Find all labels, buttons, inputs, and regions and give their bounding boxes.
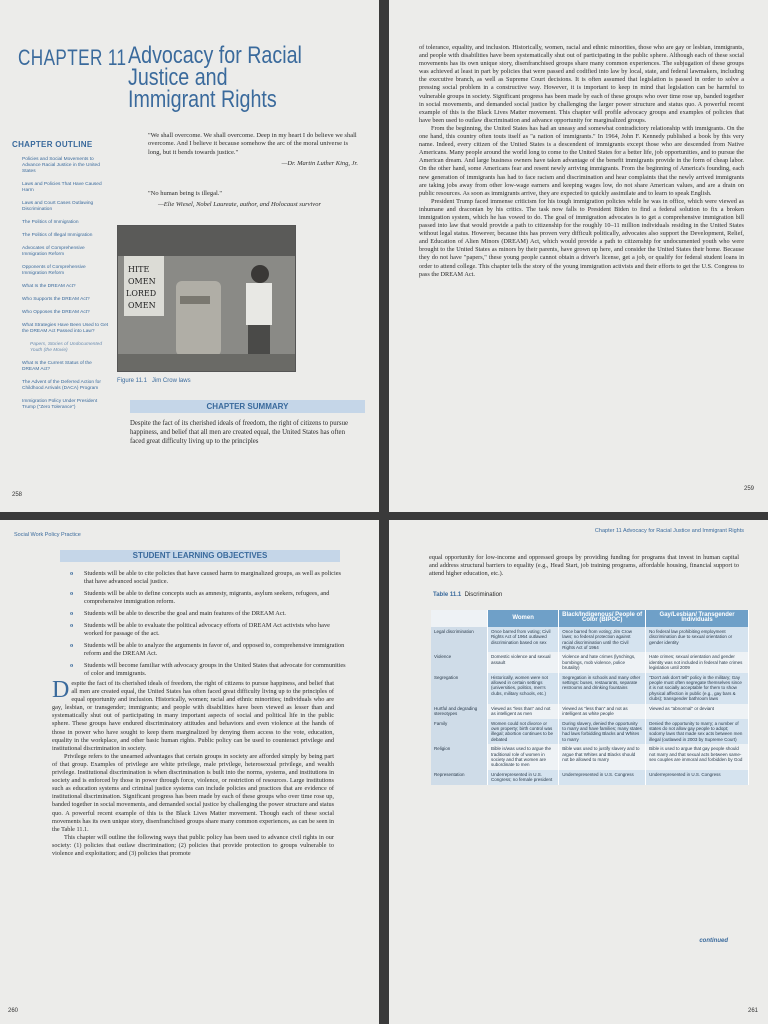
page-260 xyxy=(0,520,379,1024)
outline-item: Policies and Social Movements to Advance Racial Justice in the United States xyxy=(22,157,100,174)
outline-item: Papers, Stories of Undocumented Youth (the Movie) xyxy=(30,342,102,353)
paragraph: This chapter will outline the following ways that public policy has been used to advance civil rights in our society: (1) policies that outlaw discrimination; (2) policies that provide protection to groups vulnerable to violence and exploitation; and (3) policies that promote xyxy=(52,833,334,857)
table-cell: Underrepresented in U.S. Congress; no female president xyxy=(488,770,559,785)
slo-item: o Students will be able to define concepts such as amnesty, migrants, asylum seekers, refugees, and comprehensive immigration reform. xyxy=(70,590,350,606)
table-cell: "Don't ask don't tell" policy in the military; Gay people must often segregate themselves since it is not socially acceptable for them to show physical affection in public (e.g., gay bars & clubs); transgender bathroom laws xyxy=(646,673,749,704)
outline-item: The Politics of Illegal Immigration xyxy=(22,233,93,238)
page-number: 261 xyxy=(747,1008,758,1014)
outline-item: Who Supports the DREAM Act? xyxy=(22,297,90,302)
summary-heading: CHAPTER SUMMARY xyxy=(130,400,365,413)
table-row xyxy=(431,770,749,785)
row-label: Family xyxy=(431,719,488,745)
summary-text: Despite the fact of its cherished ideals of freedom, the right of citizens to pursue happiness, and belief that all men are created equal, the United States has often faced great difficulty living up to the principles xyxy=(130,420,348,445)
table-cell: No federal law prohibiting employment discrimination due to sexual orientation or gender identity xyxy=(646,627,749,653)
outline-item: The Politics of Immigration xyxy=(22,220,79,225)
table-cell: Bible is used to argue that gay people should not marry and that sexual acts between same-sex couples are immoral and forbidden by God xyxy=(646,744,749,770)
slo-item: o Students will be able to cite policies that have caused harm to marginalized groups, as well as policies that have advanced social justice. xyxy=(70,570,350,586)
outline-item: What Strategies Have Been Used to Get the DREAM Act Passed into Law? xyxy=(22,323,109,334)
discrimination-table-wrap xyxy=(431,610,749,785)
column-header: Black/Indigenous/ People of Color (BIPOC) xyxy=(559,610,646,627)
paragraph: Privilege refers to the unearned advantages that certain groups in society are afforded simply by being part of that group. Examples of privilege are white privilege, male privilege, heterosexual privilege, and wealth privilege. Institutional discrimination is when discrimination is built into the norms, systems, and institutions in society and is enforced by those in power through force, violence, or restriction of resources. Large institutions such as education systems and criminal justice systems can include policies and practices that are evidence of institutional discrimination. Significant progress has been made by each of these groups who over time rose up, banded together in social movements, and demanded social justice by challenging the power structure and status quo. A powerful recent example of this is the Black Lives Matter movement. Though each of these social movements has its own unique story, disenfranchised groups share many common experiences, as can be seen in the Table 11.1. xyxy=(52,752,334,833)
table-cell: Hate crimes; sexual orientation and gender identity was not included in federal hate crimes legislation until 2009 xyxy=(646,652,749,672)
table-cell: Domestic violence and sexual assault xyxy=(488,652,559,672)
outline-item: The Advent of the Deferred Action for Childhood Arrivals (DACA) Program xyxy=(22,380,101,391)
table-cell: Segregation in schools and many other settings: buses, restaurants, separate restrooms and drinking fountains xyxy=(559,673,646,704)
row-label: Religion xyxy=(431,744,488,770)
slo-list xyxy=(70,570,350,682)
paragraph: President Trump faced immense criticism for his tough immigration policies while he was in office, which were viewed as inhumane and draconian by his critics. The task now falls to President Biden to find a federal solution to fix a broken immigration system, which he has vowed to do. The goal of immigration advocates is to get a comprehensive immigration bill passed into law that would provide a path to citizenship for the roughly 10–11 million individuals residing in the United States without legal status. However, because this has proven very difficult politically, advocates also support the Development, Relief, and Education of Alien Minors (DREAM) Act, which would provide a path to citizenship for undocumented youth who were brought to the United States as minors by their parents, have grown up here, and consider the United States their home. Because they do not have "papers," these young people cannot obtain a driver's license, get a job, or qualify for federal student loans in order to attend college. This chapter tells the story of the young immigration activists and their efforts to get the U.S. Congress to pass the DREAM Act. xyxy=(419,197,744,278)
quote-king xyxy=(148,132,358,169)
table-row xyxy=(431,719,749,745)
table-caption xyxy=(433,592,502,598)
figure-caption-text: Jim Crow laws xyxy=(151,378,191,384)
figure-caption xyxy=(117,378,191,384)
table-row xyxy=(431,673,749,704)
row-label: Violence xyxy=(431,652,488,672)
figure-label: Figure 11.1 xyxy=(117,378,147,384)
outline-item: Who Opposes the DREAM Act? xyxy=(22,310,90,315)
outline-item: What Is the Current Status of the DREAM Act? xyxy=(22,361,92,372)
table-cell: Bible is/was used to argue the traditional role of women in society and that women are subordinate to men xyxy=(488,744,559,770)
table-title: Discrimination xyxy=(464,592,503,598)
table-header-row xyxy=(431,610,749,627)
page-259 xyxy=(389,0,768,512)
running-header: Social Work Policy Practice xyxy=(14,532,81,538)
column-header xyxy=(431,610,488,627)
slo-item: o Students will be able to analyze the arguments in favor of, and opposed to, comprehensive immigration reform and the DREAM Act. xyxy=(70,642,350,658)
table-cell: Viewed as "less than" and not as intelligent as white people xyxy=(559,704,646,719)
outline-heading: CHAPTER OUTLINE xyxy=(12,140,93,149)
outline-item: Opponents of Comprehensive Immigration Reform xyxy=(22,265,86,276)
chapter-title: Advocacy for Racial Justice and Immigrant Rights xyxy=(128,42,302,113)
table-cell: Underrepresented in U.S. Congress xyxy=(559,770,646,785)
table-cell: Viewed as "less than" and not as intelligent as men xyxy=(488,704,559,719)
body-text xyxy=(52,677,334,858)
table-label: Table 11.1 xyxy=(433,592,462,598)
slo-item: o Students will be able to describe the goal and main features of the DREAM Act. xyxy=(70,610,350,618)
table-row xyxy=(431,627,749,653)
outline-item: Laws and Policies That Have Caused Harm xyxy=(22,182,102,193)
svg-text:OMEN: OMEN xyxy=(128,277,156,286)
slo-item: o Students will become familiar with advocacy groups in the United States that advocate for communities of color and immigrants. xyxy=(70,662,350,678)
page-number: 260 xyxy=(8,1008,19,1014)
row-label: Representation xyxy=(431,770,488,785)
table-cell: Once barred from voting; Jim Crow laws; no federal protection against racial discrimination until the Civil Rights Act of 1964 xyxy=(559,627,646,653)
sign-text: HITE xyxy=(128,265,150,274)
column-header: Women xyxy=(488,610,559,627)
table-row xyxy=(431,652,749,672)
drop-cap: D xyxy=(52,677,70,703)
table-row xyxy=(431,744,749,770)
body-text xyxy=(419,44,744,279)
table-cell: During slavery, denied the opportunity to marry and have families; many states had laws forbidding Blacks and Whites to marry xyxy=(559,719,646,745)
discrimination-table xyxy=(431,610,749,785)
row-label: Hurtful and degrading stereotypes xyxy=(431,704,488,719)
table-cell: Historically, women were not allowed in certain settings (universities, politics, men's clubs, military schools, etc.) xyxy=(488,673,559,704)
slo-item: o Students will be able to evaluate the political advocacy efforts of DREAM Act activists who have worked for passage of the act. xyxy=(70,622,350,638)
table-cell: Women could not divorce or own property; birth control was illegal; abortion continues to be debated xyxy=(488,719,559,745)
page-261 xyxy=(389,520,768,1024)
outline-item: Immigration Policy Under President Trump ("Zero Tolerance") xyxy=(22,399,98,410)
table-cell: Viewed as "abnormal" or deviant xyxy=(646,704,749,719)
row-label: Legal discrimination xyxy=(431,627,488,653)
slo-heading: STUDENT LEARNING OBJECTIVES xyxy=(60,550,340,562)
quote-text: "We shall overcome. We shall overcome. Deep in my heart I do believe we shall overcome. And I believe it because somehow the arc of the moral universe is long, but it bends towards justice." xyxy=(148,132,357,156)
row-label: Segregation xyxy=(431,673,488,704)
svg-text:LORED: LORED xyxy=(126,289,157,298)
running-header: Chapter 11 Advocacy for Racial Justice and Immigrant Rights xyxy=(594,528,744,534)
outline-item: What Is the DREAM Act? xyxy=(22,284,76,289)
page-number: 259 xyxy=(743,486,754,492)
paragraph: espite the fact of its cherished ideals of freedom, the right of citizens to pursue happiness, and belief that all men are created equal, the United States has often faced great difficulty living up to the principles of equal opportunity and inclusion. Historically, women; racial and ethnic minorities; individuals who are gay, lesbian, or transgender; immigrants; and people with disabilities have been viewed as lesser than and systematically shut out of participating in many important aspects of social and political life in the public sphere. These groups have endured discriminatory attitudes and behaviors and even violence at the hands of those in power who have sought to keep them marginalized by denying them access to the vote, education, equality in the workplace, and other basic human rights. Public policy can be used to counteract privilege and institutional discrimination in society. xyxy=(52,680,334,752)
outline-item: Advocates of Comprehensive Immigration Reform xyxy=(22,246,85,257)
quote-attribution: —Dr. Martin Luther King, Jr. xyxy=(281,160,358,168)
figure-photo xyxy=(117,225,296,372)
quote-wiesel xyxy=(148,190,358,210)
table-cell: Denied the opportunity to marry; a number of states do not allow gay people to adopt; sodomy laws that made sex acts between men illegal (outlawed in 2003 by Supreme Court) xyxy=(646,719,749,745)
table-row xyxy=(431,704,749,719)
table-cell: Violence and hate crimes (lynchings, bombings, mob violence, police brutality) xyxy=(559,652,646,672)
quote-text: "No human being is illegal." xyxy=(148,190,223,197)
page-258 xyxy=(0,0,379,512)
table-cell: Bible was used to justify slavery and to argue that Whites and Blacks should not be allowed to marry xyxy=(559,744,646,770)
svg-text:OMEN: OMEN xyxy=(128,301,156,310)
quote-attribution: —Elie Wiesel, Nobel Laureate, author, and Holocaust survivor xyxy=(158,201,321,209)
paragraph: From the beginning, the United States has had an uneasy and somewhat contradictory relationship with immigrants. On the one hand, this country often touts itself as "a nation of immigrants." In 1964, John F. Kennedy published a book by this very name. Indeed, every citizen of the United States is a descendent of immigrants except those who are descended from Native Americans. Many people around the world long to come to the United States for a better life, job opportunities, and to pursue the American dream. And large business owners have taken advantage of the benefit immigrants provide in the form of cheap labor. On the other hand, some Americans fear and resent newly arriving immigrants. From the beginning of America's founding, each new generation of immigrants has had to face racism and discrimination and hear complaints that the newly arrived immigrants are taking jobs away from other low-wage earners and keeping wages low, do not share American values, and are a drain on public resources. As soon as immigrants arrive, they are expected to quickly assimilate and to learn to speak English. xyxy=(419,124,744,197)
chapter-label: CHAPTER 11 xyxy=(18,45,127,70)
page-number: 258 xyxy=(12,492,23,498)
chapter-outline xyxy=(22,157,110,418)
table-cell: Underrepresented in U.S. Congress xyxy=(646,770,749,785)
column-header: Gay/Lesbian/ Transgender Individuals xyxy=(646,610,749,627)
intro-text: equal opportunity for low-income and oppressed groups by providing funding for programs that invest in human capital and address structural barriers to equality (e.g., Head Start, job training programs, affordable housing, financial support to attend higher education, etc.). xyxy=(429,554,739,578)
table-cell: Once barred from voting; Civil Rights Act of 1964 outlawed discrimination based on sex xyxy=(488,627,559,653)
outline-item: Laws and Court Cases Outlawing Discrimination xyxy=(22,201,94,212)
paragraph: of tolerance, equality, and inclusion. Historically, women, racial and ethnic minorities, those who are gay or lesbian, immigrants, and people with disabilities have been systematically shut out of participating in the public sphere. Although each of these social movements has its own unique story, disenfranchised groups share many common experiences. The subjugation of these groups was achieved at least in part by policies that were passed and codified into law by local, state, and federal lawmakers, including the executive branch, as well as Supreme Court decisions. It is often assumed that legislation is passed in order to solve a pressing social problem in a constructive way. However, it is important to keep in mind that legislation can be harmful to vulnerable groups in society. Significant progress has been made by each of these groups who over time rose up, banded together in social movements, and demanded social justice by challenging the larger power structure and status quo. A powerful recent example of this is the Black Lives Matter movement. This chapter will profile advocacy groups and examples of policies that have been used to outlaw discrimination and advance opportunity for marginalized groups. xyxy=(419,44,744,124)
continued-label: continued xyxy=(699,938,728,944)
